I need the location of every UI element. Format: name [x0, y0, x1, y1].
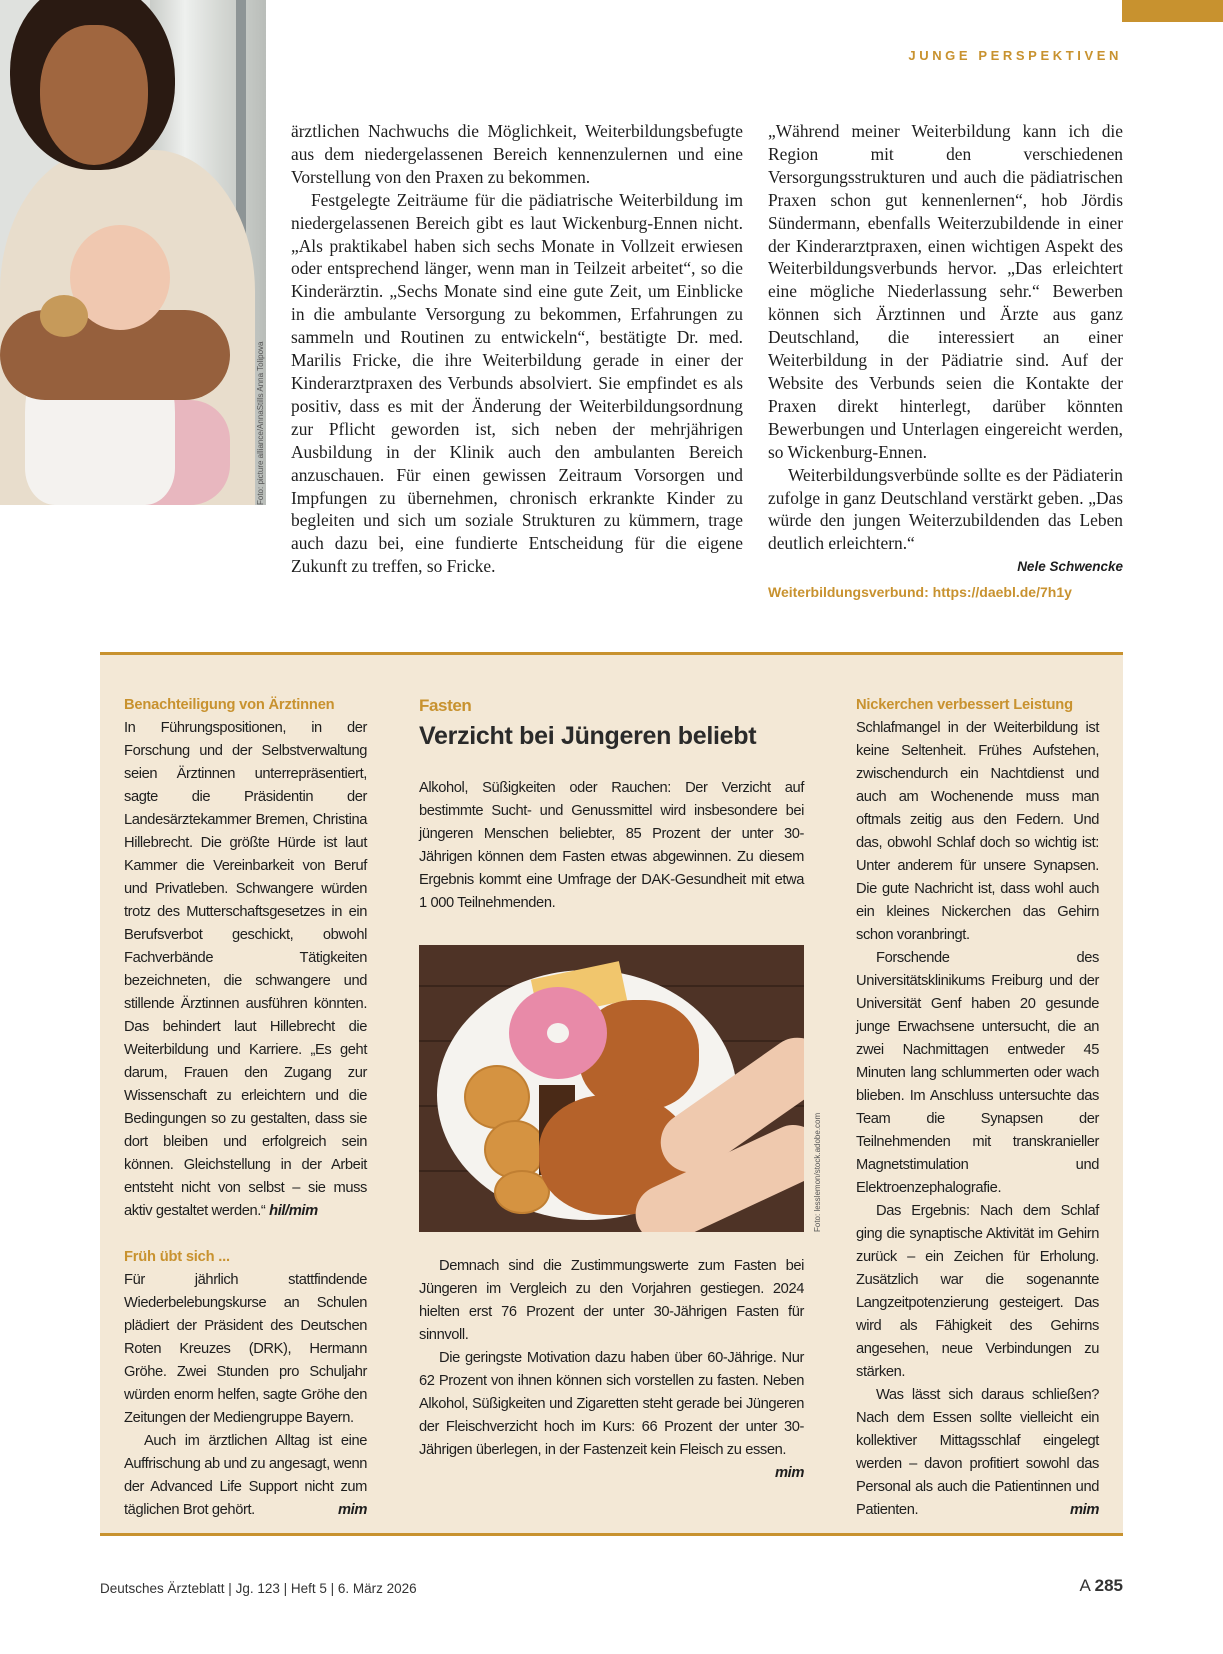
box-column-left — [124, 694, 367, 1522]
article-author: Nele Schwencke — [1017, 559, 1123, 575]
photo-credit: Foto: lesslemon/stock.adobe.com — [813, 1112, 822, 1232]
box-column-middle-lower — [419, 1255, 804, 1485]
news-heading: Benachteiligung von Ärztinnen — [124, 697, 335, 713]
news-text: Für jährlich stattfindende Wiederbelebungskurse an Schulen plädiert der Präsident des Deutschen Roten Kreuzes (DRK), Hermann Gröhe. Zwei Stunden pro Schuljahr würden enorm helfen, sagte Gröhe den Zeitungen der Mediengruppe Bayern. — [124, 1272, 367, 1426]
article-link[interactable]: Weiterbildungsverbund: https://daebl.de/7h1y — [768, 584, 1072, 601]
news-heading: Nickerchen verbessert Leistung — [856, 697, 1073, 713]
news-intro: Alkohol, Süßigkeiten oder Rauchen: Der Verzicht auf bestimmte Sucht- und Genussmittel wird insbesondere bei jüngeren Menschen beliebter, 85 Prozent der unter 30-Jährigen können dem Fasten etwas abgewinnen. Zu diesem Ergebnis kommt eine Umfrage der DAK-Gesundheit mit etwa 1 000 Teilnehmenden. — [419, 780, 804, 911]
page-number: A 285 — [1079, 1576, 1123, 1595]
news-signature: mim — [1070, 1502, 1099, 1518]
footer-citation: Deutsches Ärzteblatt | Jg. 123 | Heft 5 | 6. März 2026 — [100, 1581, 417, 1596]
news-headline: Verzicht bei Jüngeren beliebt — [419, 722, 757, 750]
box-column-middle — [419, 694, 804, 915]
news-text: Auch im ärztlichen Alltag ist eine Auffrischung ab und zu angesagt, wenn der Advanced Life Support nicht zum täglichen Brot gehört. mim — [124, 1430, 367, 1522]
news-signature: mim — [775, 1465, 804, 1481]
news-signature: hil/mim — [269, 1203, 318, 1219]
article-column-right — [768, 120, 1123, 604]
news-text: Schlafmangel in der Weiterbildung ist keine Seltenheit. Frühes Aufstehen, zwischendurch ein Nachtdienst und auch am Wochenende muss man oftmals zeitig aus den Federn. Und das, obwohl Schlaf doch so wichtig ist: Unter anderem für unsere Synapsen. Die gute Nachricht ist, dass wohl auch ein kleines Nickerchen das Gehirn schon voranbringt. — [856, 720, 1099, 943]
corner-accent-bar — [1122, 0, 1223, 22]
news-text: In Führungspositionen, in der Forschung und der Selbstverwaltung seien Ärztinnen unterrepräsentiert, sagte die Präsidentin der Landesärztekammer Bremen, Christina Hillebrecht. Die größte Hürde ist laut Kammer die Vereinbarkeit von Beruf und Privatleben. Schwangere würden trotz des Mutterschaftsgesetzes in ein Berufsverbot geschickt, obwohl Fachverbände Tätigkeiten bezeichneten, die schwangere und stillende Ärztinnen ausführen könnten. Das behindert laut Hillebrecht die Weiterbildung und Karriere. „Es geht darum, Frauen den Zugang zur Wissenschaft zu erleichtern und die Bedingungen so zu gestalten, dass sie dort bleiben und erfolgreich sein können. Gleichstellung in der Arbeit entsteht nicht von selbst – sie muss aktiv gestaltet werden.“ hil/mim — [124, 720, 367, 1219]
news-text: Forschende des Universitätsklinikums Freiburg und der Universität Genf haben 20 gesunde junge Erwachsene untersucht, die an zwei Nachmittagen entweder 45 Minuten lang schlummerten oder wach blieben. Im Anschluss untersuchte das Team die Synapsen der Teilnehmenden mit transkranieller Magnetstimulation und Elektroenzephalografie. — [856, 950, 1099, 1196]
news-heading: Früh übt sich ... — [124, 1249, 230, 1265]
section-label: JUNGE PERSPEKTIVEN — [908, 48, 1122, 63]
news-text: Was lässt sich daraus schließen? Nach dem Essen sollte vielleicht ein kollektiver Mittagsschlaf eingelegt werden – davon profitiert sowohl das Personal als auch die Patientinnen und Patienten. mim — [856, 1384, 1099, 1522]
article-paragraph: ärztlichen Nachwuchs die Möglichkeit, Weiterbildungsbefugte aus dem niedergelassenen Bereich kennenzulernen und eine Vorstellung von den Praxen zu bekommen. — [291, 121, 743, 187]
article-column-left — [291, 120, 743, 578]
article-paragraph: Weiterbildungsverbünde sollte es der Pädiaterin zufolge in ganz Deutschland verstärkt geben. „Das würde den jungen Weiterzubildenden das Leben deutlich erleichtern.“ — [768, 464, 1123, 554]
news-text: Das Ergebnis: Nach dem Schlaf ging die synaptische Aktivität im Gehirn zurück – ein Zeichen für Erholung. Zusätzlich war die sogenannte Langzeitpotenzierung gesteigert. Das wird als Fähigkeit des Gehirns angesehen, neue Verbindungen zu stärken. — [856, 1203, 1099, 1380]
article-paragraph: Festgelegte Zeiträume für die pädiatrische Weiterbildung im niedergelassenen Bereich gibt es laut Wickenburg-Ennen nicht. „Als praktikabel haben sich sechs Monate in Vollzeit erwiesen oder entsprechend länger, wenn man in Teilzeit arbeitet“, so die Kinderärztin. „Sechs Monate sind eine gute Zeit, um Einblicke in die ambulante Versorgung zu bekommen, Erfahrungen zu sammeln und Routinen zu entwickeln“, bestätigte Dr. med. Marilis Fricke, die ihre Weiterbildung gerade in einer der Kinderarztpraxen des Verbunds absolviert. Sie empfindet es als positiv, dass es mit der Änderung der Weiterbildungsordnung zur Pflicht geworden ist, sich neben der mehrjährigen Ausbildung in der Klinik auch den ambulanten Bereich anzuschauen. Für einen gewissen Zeitraum Vorsorgen und Impfungen zu übernehmen, chronisch erkrankte Kinder zu begleiten und sich um soziale Strukturen zu kümmern, trage auch dazu bei, eine fundierte Entscheidung für die eigene Zukunft zu treffen, so Fricke. — [291, 189, 743, 577]
news-text: Die geringste Motivation dazu haben über 60-Jährige. Nur 62 Prozent von ihnen können sich vorstellen zu fasten. Neben Alkohol, Süßigkeiten und Zigaretten steht gerade bei Jüngeren der Fleischverzicht hoch im Kurs: 66 Prozent der unter 30-Jährigen überlegen, in der Fastenzeit kein Fleisch zu essen. mim — [419, 1347, 804, 1462]
news-kicker: Fasten — [419, 696, 472, 715]
photo-credit: Foto: picture alliance/AnnaStills Anna Tolipova — [256, 341, 265, 505]
mother-baby-photo — [0, 0, 266, 505]
news-signature: mim — [338, 1502, 367, 1518]
article-paragraph: „Während meiner Weiterbildung kann ich die Region mit den verschiedenen Versorgungsstrukturen und auch die pädiatrischen Praxen schon gut kennenlernen“, hob Jördis Sündermann, ebenfalls Weiterzubildende in einer der Kinderarztpraxen, einen wichtigen Aspekt des Weiterbildungsverbunds hervor. „Das erleichtert eine mögliche Niederlassung sehr.“ Bewerben können sich Ärztinnen und Ärzte aus ganz Deutschland, die interessiert an einer Weiterbildung in der Pädiatrie sind. Auf der Website des Verbunds seien die Kontakte der Praxen direkt hinterlegt, darüber könnten Bewerbungen und Unterlagen eingereicht werden, so Wickenburg-Ennen. — [768, 121, 1123, 462]
news-text: Demnach sind die Zustimmungswerte zum Fasten bei Jüngeren im Vergleich zu den Vorjahren gestiegen. 2024 hielten erst 76 Prozent der unter 30-Jährigen Fasten für sinnvoll. — [419, 1258, 804, 1343]
box-column-right — [856, 694, 1099, 1522]
sweets-photo — [419, 945, 804, 1232]
